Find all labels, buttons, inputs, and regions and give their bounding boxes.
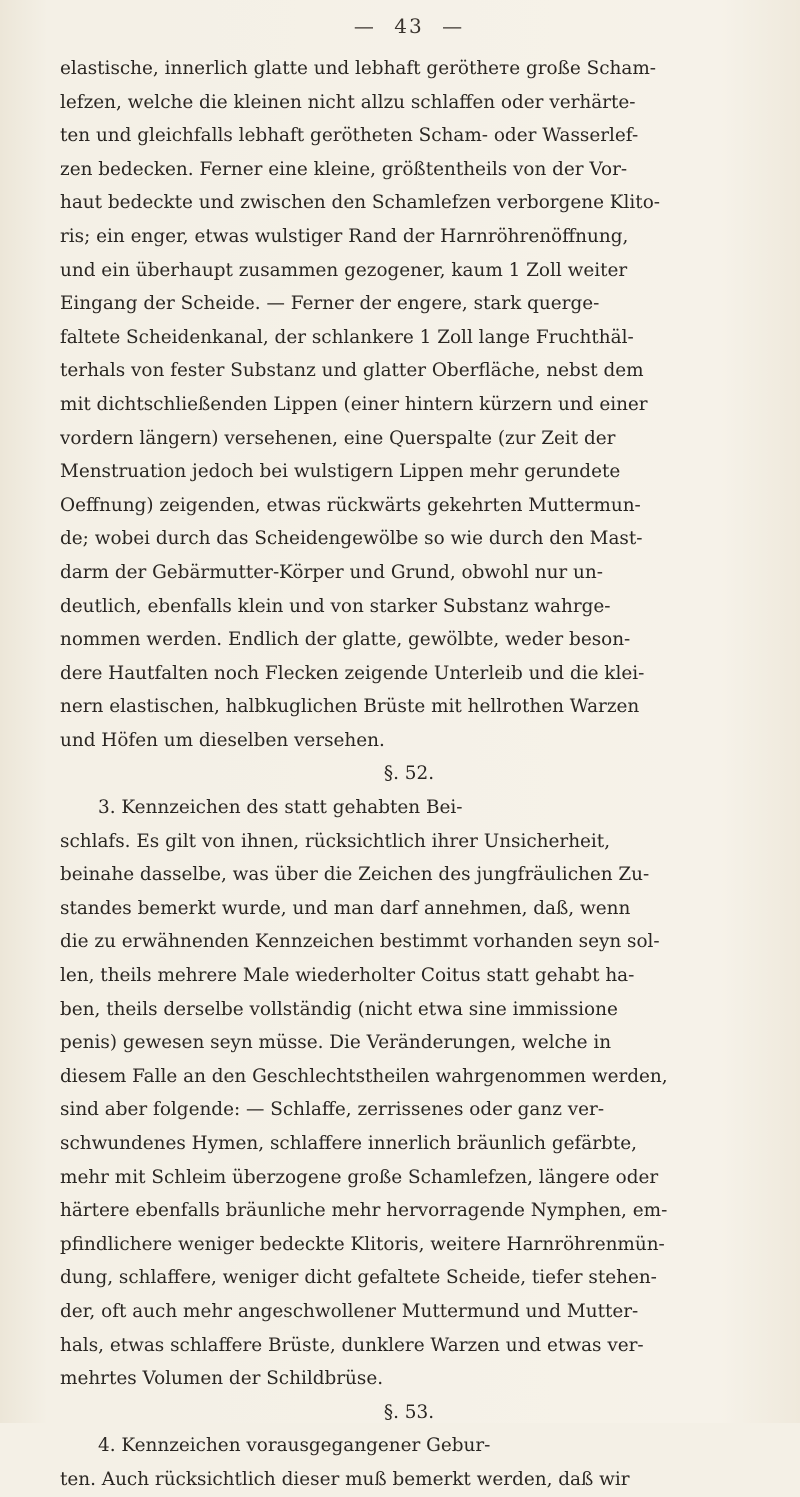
text-line: lefzen, welche die kleinen nicht allzu schlaffen oder verhärte- [60, 91, 636, 113]
text-line: der, oft auch mehr angeschwollener Muttermund und Mutter- [60, 1300, 639, 1322]
text-line: faltete Scheidenkanal, der schlankere 1 Zoll lange Fruchthäl- [60, 326, 634, 348]
section-heading-52: §. 52. [383, 763, 435, 785]
text-line: nommen werden. Endlich der glatte, gewölbte, weder beson- [60, 629, 631, 651]
text-line: pfindlichere weniger bedeckte Klitoris, weitere Harnröhrenmün- [60, 1233, 665, 1255]
text-line: härtere ebenfalls bräunliche mehr hervorragende Nymphen, em- [60, 1200, 668, 1222]
text-line: nern elastischen, halbkuglichen Brüste mit hellrothen Warzen [60, 696, 640, 718]
section-heading-53: §. 53. [383, 1401, 435, 1423]
text-line: 3. Kennzeichen des statt gehabten Bei- [98, 797, 463, 819]
text-line: ten. Auch rücksichtlich dieser muß bemerkt werden, daß wir [60, 1468, 630, 1490]
text-line: mehrtes Volumen der Schildbrüse. [60, 1368, 384, 1390]
text-line: Menstruation jedoch bei wulstigern Lippen mehr gerundete [60, 461, 621, 483]
text-line: hals, etwas schlaffere Brüste, dunklere Warzen und etwas ver- [60, 1334, 644, 1356]
paragraph-virginity-signs [60, 52, 758, 757]
text-line: vordern längern) versehenen, eine Querspalte (zur Zeit der [60, 427, 616, 449]
text-line: standes bemerkt wurde, und man darf annehmen, daß, wenn [60, 897, 631, 919]
text-line: elastische, innerlich glatte und lebhaft gerötheте große Scham- [60, 58, 656, 79]
text-line: schwundenes Hymen, schlaffere innerlich bräunlich gefärbte, [60, 1133, 637, 1154]
text-line: Eingang der Scheide. — Ferner der engere, stark querge- [60, 293, 600, 315]
text-line: de; wobei durch das Scheidengewölbe so wie durch den Mast- [60, 528, 643, 550]
text-line: diesem Falle an den Geschlechtstheilen wahrgenommen werden, [60, 1065, 668, 1087]
text-line: beinahe dasselbe, was über die Zeichen des jungfräulichen Zu- [60, 864, 650, 886]
page-header [60, 8, 758, 52]
text-line: ris; ein enger, etwas wulstiger Rand der Harnröhrenöffnung, [60, 225, 629, 247]
page-number: 43 [394, 14, 424, 38]
text-line: zen bedecken. Ferner eine kleine, größtentheils von der Vor- [60, 158, 628, 180]
header-left-dash: — [353, 14, 376, 38]
text-line: haut bedeckte und zwischen den Schamlefzen verborgene Klito- [60, 192, 660, 214]
text-line: deutlich, ebenfalls klein und von starker Substanz wahrge- [60, 595, 611, 617]
text-line: len, theils mehrere Male wiederholter Coitus statt gehabt ha- [60, 965, 635, 987]
text-line: schlafs. Es gilt von ihnen, rücksichtlich ihrer Unsicherheit, [60, 830, 611, 852]
text-line: terhals von fester Substanz und glatter Oberfläche, nebst dem [60, 360, 644, 382]
text-line: dung, schlaffere, weniger dicht gefaltete Scheide, tiefer stehen- [60, 1267, 657, 1289]
text-line: und Höfen um dieselben versehen. [60, 729, 385, 751]
text-line: und ein überhaupt zusammen gezogener, kaum 1 Zoll weiter [60, 259, 628, 281]
header-right-dash: — [442, 14, 465, 38]
text-line: mehr mit Schleim überzogene große Schamlefzen, längere oder [60, 1166, 659, 1188]
text-line: ben, theils derselbe vollständig (nicht etwa sine immissione [60, 998, 618, 1020]
paragraph-birth-signs [60, 1429, 758, 1496]
text-line: mit dichtschließenden Lippen (einer hintern kürzern und einer [60, 393, 648, 415]
text-line: ten und gleichfalls lebhaft gerötheten Scham- oder Wasserlef- [60, 125, 639, 147]
text-line: darm der Gebärmutter-Körper und Grund, obwohl nur un- [60, 561, 603, 583]
text-line: Oeffnung) zeigenden, etwas rückwärts gekehrten Muttermun- [60, 494, 641, 516]
text-line: 4. Kennzeichen vorausgegangener Gebur- [98, 1435, 491, 1457]
text-line: penis) gewesen seyn müsse. Die Veränderungen, welche in [60, 1032, 612, 1054]
text-line: die zu erwähnenden Kennzeichen bestimmt vorhanden seyn sol- [60, 931, 660, 953]
paragraph-intercourse-signs [60, 791, 758, 1396]
text-line: sind aber folgende: — Schlaffe, zerrissenes oder ganz ver- [60, 1099, 605, 1121]
text-line: dere Hautfalten noch Flecken zeigende Unterleib und die klei- [60, 662, 645, 684]
